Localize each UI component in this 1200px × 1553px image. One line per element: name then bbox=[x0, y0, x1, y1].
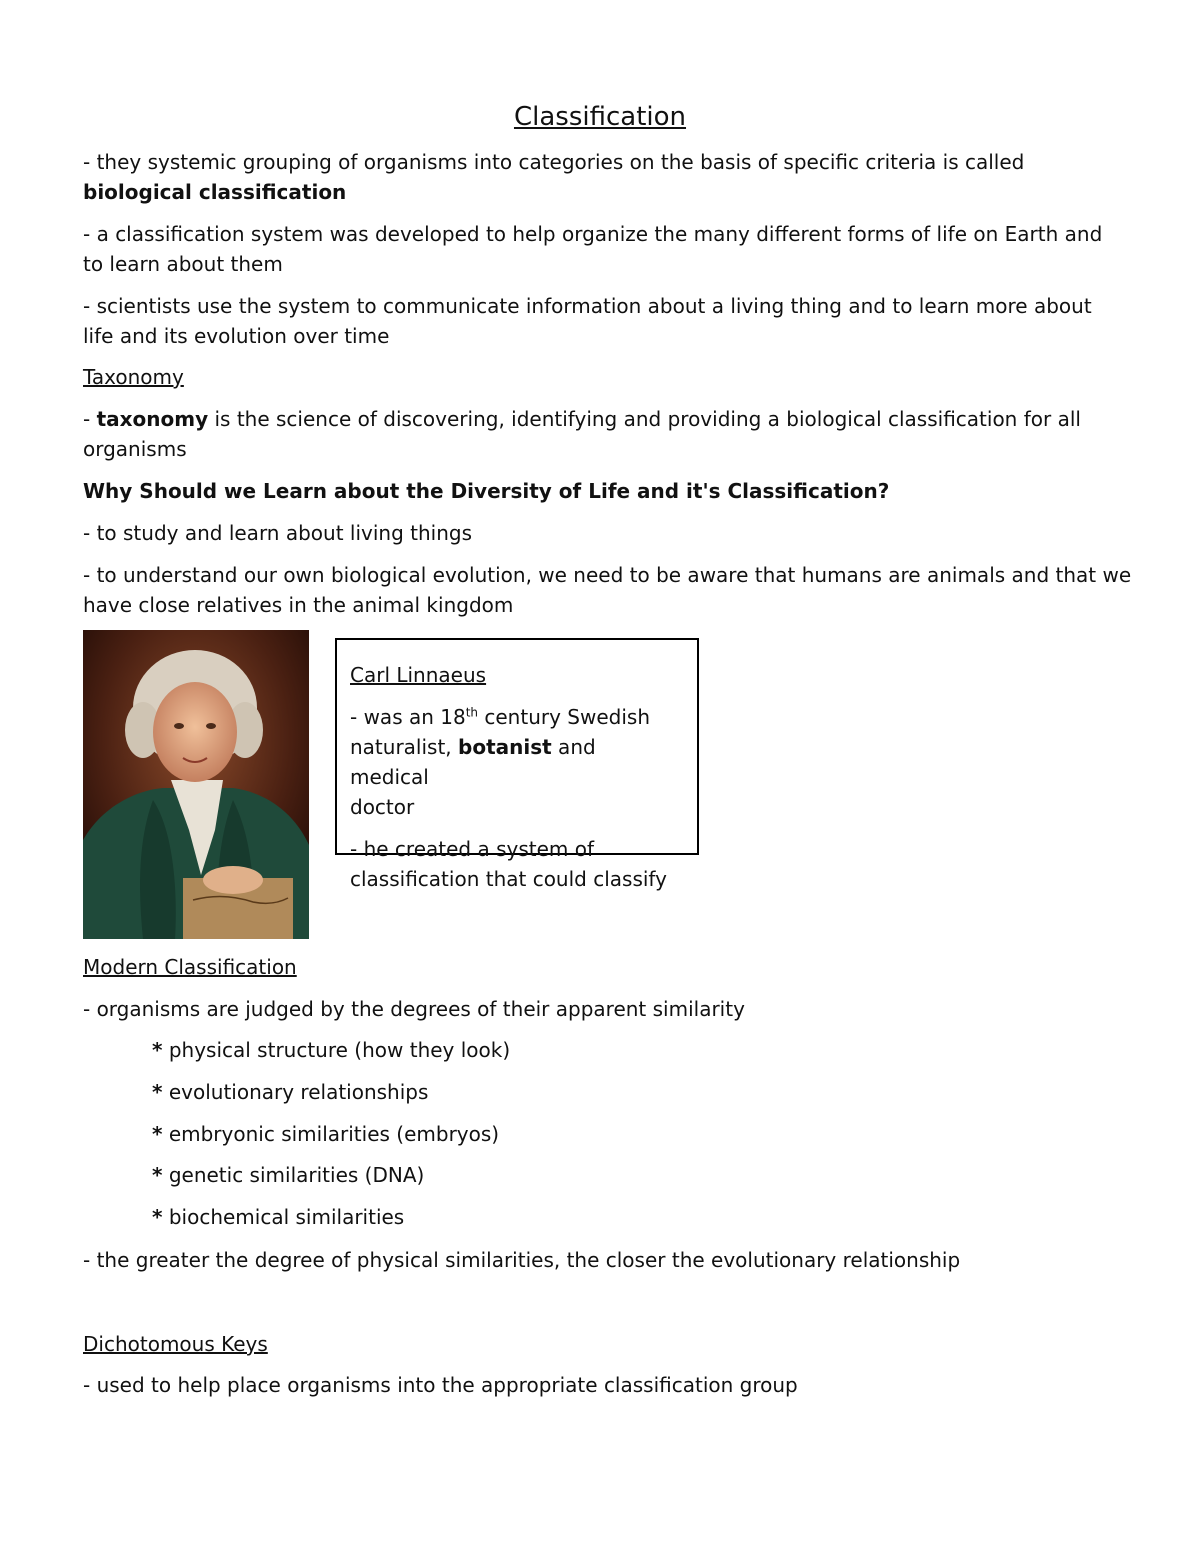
linnaeus-p1-bold: botanist bbox=[458, 735, 552, 759]
linnaeus-p1-a: - was an 18 bbox=[350, 705, 466, 729]
linnaeus-p1-d: and medical bbox=[350, 735, 596, 789]
paragraph-why2-line1: - to understand our own biological evolution, we need to be aware that humans are animals and that we bbox=[83, 563, 1132, 587]
paragraph-taxonomy-line1 bbox=[83, 404, 1081, 434]
list-item-text: biochemical similarities bbox=[168, 1205, 405, 1229]
list-item-text: genetic similarities (DNA) bbox=[168, 1163, 425, 1187]
linnaeus-p1-c: naturalist, bbox=[350, 735, 459, 759]
paragraph-modern-conclusion: - the greater the degree of physical similarities, the closer the evolutionary relationship bbox=[83, 1248, 961, 1272]
linnaeus-p2-b: classification that could classify bbox=[350, 867, 667, 891]
list-item-text: evolutionary relationships bbox=[168, 1080, 429, 1104]
taxonomy-rest: is the science of discovering, identifying and providing a biological classification for all bbox=[208, 407, 1081, 431]
list-item bbox=[152, 1202, 404, 1232]
linnaeus-paragraph-1 bbox=[350, 702, 680, 822]
linnaeus-heading: Carl Linnaeus bbox=[350, 663, 487, 687]
heading-modern-classification: Modern Classification bbox=[83, 955, 297, 979]
list-item-text: embryonic similarities (embryos) bbox=[168, 1122, 500, 1146]
list-item bbox=[152, 1160, 424, 1190]
list-item bbox=[152, 1077, 428, 1107]
linnaeus-p1-sup: th bbox=[465, 705, 479, 720]
bullet-mark: * bbox=[152, 1163, 163, 1187]
paragraph-scientists-line1: - scientists use the system to communicate information about a living thing and to learn more about bbox=[83, 294, 1092, 318]
paragraph-why2-line2: have close relatives in the animal kingdom bbox=[83, 593, 514, 617]
bullet-mark: * bbox=[152, 1205, 163, 1229]
taxonomy-dash: - bbox=[83, 407, 97, 431]
heading-taxonomy: Taxonomy bbox=[83, 365, 184, 389]
linnaeus-p1-b: century Swedish bbox=[478, 705, 650, 729]
paragraph-system-line1: - a classification system was developed to help organize the many different forms of life on Earth and bbox=[83, 222, 1103, 246]
bullet-mark: * bbox=[152, 1038, 163, 1062]
paragraph-system-line2: to learn about them bbox=[83, 252, 283, 276]
linnaeus-p1-e: doctor bbox=[350, 795, 415, 819]
list-item-text: physical structure (how they look) bbox=[168, 1038, 511, 1062]
paragraph-modern-intro: - organisms are judged by the degrees of their apparent similarity bbox=[83, 997, 745, 1021]
paragraph-why1: - to study and learn about living things bbox=[83, 521, 473, 545]
linnaeus-paragraph-2 bbox=[350, 834, 680, 894]
linnaeus-p2-a: - he created a system of bbox=[350, 837, 595, 861]
taxonomy-term: taxonomy bbox=[96, 407, 209, 431]
heading-why: Why Should we Learn about the Diversity of Life and it's Classification? bbox=[83, 479, 890, 503]
paragraph-definition-bold: biological classification bbox=[83, 180, 347, 204]
list-item bbox=[152, 1119, 499, 1149]
paragraph-dichotomous: - used to help place organisms into the appropriate classification group bbox=[83, 1373, 798, 1397]
paragraph-taxonomy-line2: organisms bbox=[83, 437, 187, 461]
list-item bbox=[152, 1035, 510, 1065]
heading-dichotomous-keys: Dichotomous Keys bbox=[83, 1332, 268, 1356]
bullet-mark: * bbox=[152, 1080, 163, 1104]
bullet-mark: * bbox=[152, 1122, 163, 1146]
linnaeus-textbox bbox=[335, 638, 699, 891]
paragraph-definition-line1: - they systemic grouping of organisms into categories on the basis of specific criteria is called bbox=[83, 150, 1025, 174]
linnaeus-portrait-image bbox=[83, 630, 309, 939]
page-title: Classification bbox=[513, 102, 687, 132]
paragraph-scientists-line2: life and its evolution over time bbox=[83, 324, 390, 348]
